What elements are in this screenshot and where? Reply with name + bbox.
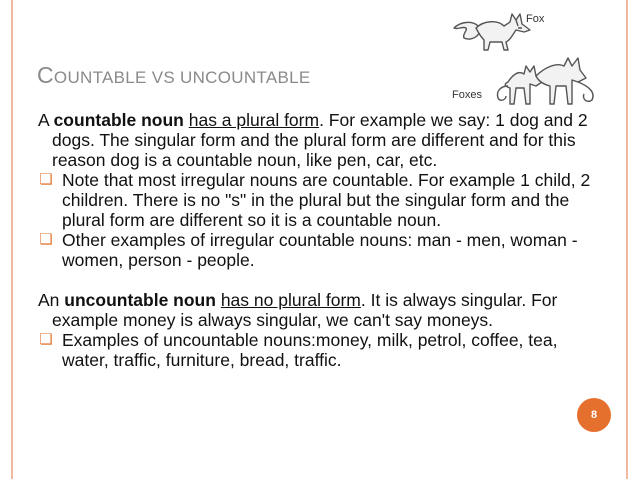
paragraph-countable-post: . For example we say: 1 dog and 2 dogs. The singular form and the plural form are different and for this reason dog is a countable noun, like pen, car, etc.: [52, 110, 588, 170]
bullet-uncountable-examples: [38, 330, 598, 370]
checkbox-bullet-icon: ❏: [39, 231, 53, 248]
title-rest: OUNTABLE VS UNCOUNTABLE: [53, 68, 311, 87]
foxes-label: Foxes: [452, 89, 482, 101]
frame-line-left: [11, 0, 13, 479]
bullet-text-1: Note that most irregular nouns are countable. For example 1 child, 2 children. There is no "s" in the plural but the singular form and the plural form are different so it is a countable noun.: [62, 170, 591, 230]
paragraph-uncountable: [38, 290, 598, 330]
bullet-text-2: Other examples of irregular countable nouns: man - men, woman - women, person - people.: [62, 230, 578, 270]
fox-label: Fox: [526, 13, 545, 25]
spacer: [38, 270, 598, 290]
bullet-irregular-examples: [38, 230, 598, 270]
paragraph-countable: [38, 110, 598, 170]
term-uncountable-noun: uncountable noun: [64, 290, 216, 310]
title-first-letter: C: [37, 62, 54, 88]
phrase-has-plural: has a plural form: [188, 110, 320, 130]
checkbox-bullet-icon: ❏: [39, 171, 53, 188]
paragraph-countable-pre: A: [38, 110, 54, 130]
fox-icon: [454, 14, 530, 50]
page-title: [37, 62, 311, 89]
page-number-badge: 8: [577, 398, 611, 432]
paragraph-uncountable-post: . It is always singular. For example money is always singular, we can't say moneys.: [52, 290, 558, 330]
foxes-icon: [497, 58, 593, 104]
paragraph-uncountable-pre: An: [38, 290, 65, 310]
bullet-irregular-countable: [38, 170, 598, 230]
slide-body: [38, 110, 598, 370]
frame-line-right: [626, 0, 628, 479]
fox-illustration: [446, 0, 626, 115]
phrase-no-plural: has no plural form: [220, 290, 361, 310]
bullet-text-3: Examples of uncountable nouns:money, milk, petrol, coffee, tea, water, traffic, furniture, bread, traffic.: [62, 330, 558, 370]
checkbox-bullet-icon: ❏: [39, 331, 53, 348]
term-countable-noun: countable noun: [53, 110, 184, 130]
